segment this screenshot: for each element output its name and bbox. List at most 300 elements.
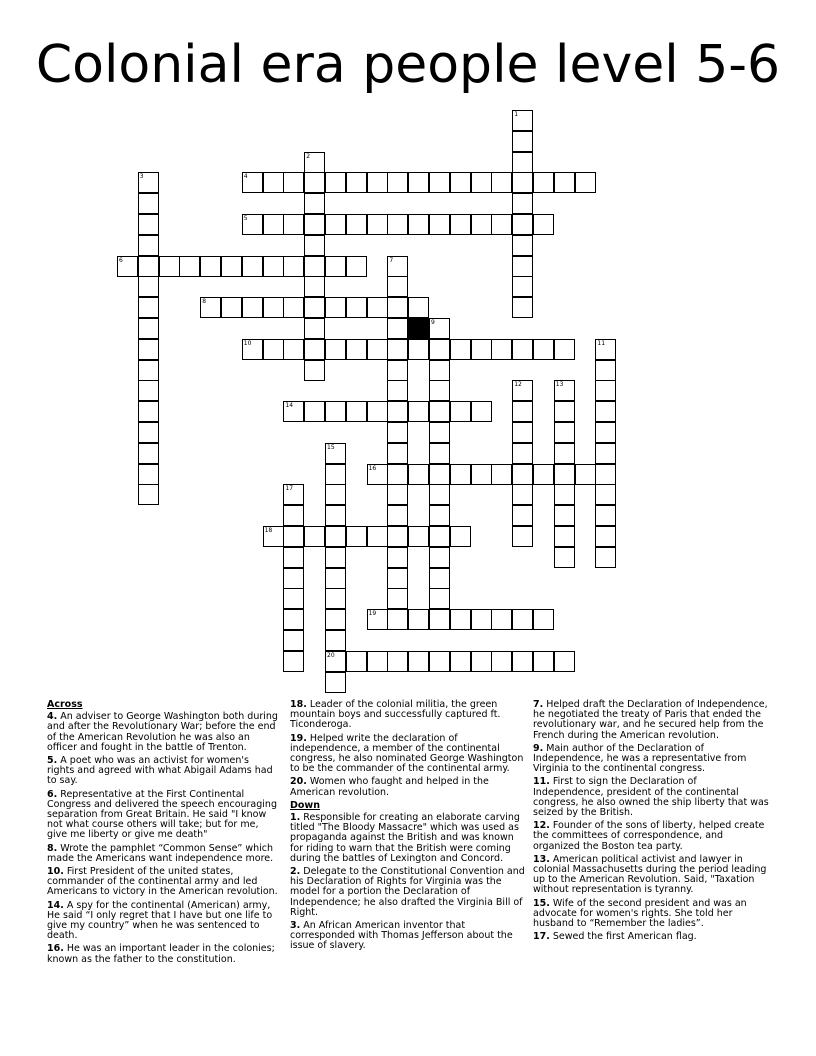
clue-number-label: 11. [533, 776, 550, 788]
clue-text: Wife of the second president and was an advocate for women's rights. She told her husband to “Remember the ladies”. [533, 897, 747, 930]
grid-cell[interactable] [429, 464, 450, 485]
clue [47, 790, 279, 841]
grid-cell[interactable] [595, 464, 616, 485]
grid-cell[interactable] [200, 256, 221, 277]
clue-number: 15 [327, 443, 335, 451]
grid-cell[interactable] [304, 152, 325, 173]
grid-cell[interactable] [491, 172, 512, 193]
grid-cell[interactable] [512, 484, 533, 505]
grid-cell[interactable] [450, 651, 471, 672]
grid-cell[interactable] [554, 484, 575, 505]
clue-number: 20 [327, 651, 335, 659]
grid-cell[interactable] [179, 256, 200, 277]
grid-cell[interactable] [491, 651, 512, 672]
grid-cell[interactable] [595, 339, 616, 360]
grid-cell[interactable] [387, 651, 408, 672]
grid-cell[interactable] [325, 256, 346, 277]
grid-cell[interactable] [512, 443, 533, 464]
clues-column-2 [290, 700, 526, 955]
grid-cell[interactable] [429, 505, 450, 526]
grid-cell[interactable] [346, 256, 367, 277]
grid-cell[interactable] [263, 172, 284, 193]
grid-cell[interactable] [408, 297, 429, 318]
clue-number-label: 20. [290, 776, 307, 788]
grid-cell[interactable] [304, 172, 325, 193]
clue-text: Helped draft the Declaration of Independence, he negotiated the treaty of Paris that ended the revolutionary war, and he secured help from the French during the American revolution. [533, 699, 768, 741]
grid-cell[interactable] [429, 588, 450, 609]
clue-number-label: 4. [47, 711, 58, 723]
clue-number-label: 2. [290, 866, 301, 878]
grid-cell[interactable] [512, 651, 533, 672]
grid-cell[interactable] [512, 609, 533, 630]
grid-cell[interactable] [429, 360, 450, 381]
grid-cell[interactable] [138, 318, 159, 339]
grid-cell[interactable] [367, 172, 388, 193]
clue-text: Representative at the First Continental Congress and delivered the speech encouraging separation from Great Britain. He said "I know not what course others will take; but for me, give me liberty or give me death" [47, 788, 277, 841]
grid-cell[interactable] [387, 214, 408, 235]
grid-cell[interactable] [325, 609, 346, 630]
clue-number: 16 [368, 464, 377, 472]
clue-text: American political activist and lawyer in colonial Massachusetts during the period leading up to the American Revolution. Said, "Taxation without representation is tyranny. [533, 853, 767, 896]
grid-cell[interactable] [283, 526, 304, 547]
grid-cell[interactable] [429, 339, 450, 360]
grid-cell[interactable] [595, 443, 616, 464]
grid-cell[interactable] [242, 256, 263, 277]
grid-cell[interactable] [346, 651, 367, 672]
grid-cell[interactable] [554, 172, 575, 193]
grid-cell[interactable] [325, 464, 346, 485]
grid-cell[interactable] [595, 422, 616, 443]
grid-cell[interactable] [512, 214, 533, 235]
grid-cell[interactable] [387, 422, 408, 443]
clue-number: 8 [202, 298, 207, 306]
clue-number-label: 17. [533, 931, 550, 943]
grid-cell[interactable] [408, 609, 429, 630]
grid-cell[interactable] [575, 172, 596, 193]
clue-text: Sewed the first American flag. [552, 931, 697, 943]
grid-cell[interactable] [304, 276, 325, 297]
grid-cell[interactable] [221, 297, 242, 318]
grid-cell[interactable] [533, 172, 554, 193]
grid-cell[interactable] [367, 464, 388, 485]
clue-text: Women who faught and helped in the American revolution. [290, 776, 489, 798]
clue [533, 855, 769, 896]
grid-cell[interactable] [429, 547, 450, 568]
grid-cell[interactable] [325, 630, 346, 651]
clue [290, 700, 526, 731]
clue-number-label: 18. [290, 699, 307, 710]
grid-cell[interactable] [138, 214, 159, 235]
grid-cell[interactable] [429, 318, 450, 339]
grid-cell[interactable] [387, 339, 408, 360]
down-clue-list [290, 813, 526, 952]
grid-cell[interactable] [512, 464, 533, 485]
grid-cell[interactable] [491, 214, 512, 235]
grid-cell[interactable] [408, 651, 429, 672]
clue-text: A spy for the continental (American) army, He said “I only regret that I have but one life to give my country” when he was sentenced to death. [47, 899, 273, 942]
grid-cell[interactable] [283, 630, 304, 651]
grid-cell[interactable] [283, 505, 304, 526]
grid-cell[interactable] [554, 443, 575, 464]
grid-cell[interactable] [138, 276, 159, 297]
clue [533, 700, 769, 741]
clue-number: 14 [285, 402, 294, 410]
grid-cell[interactable] [283, 588, 304, 609]
grid-cell[interactable] [325, 484, 346, 505]
clue-number: 9 [431, 319, 435, 326]
grid-cell[interactable] [491, 464, 512, 485]
grid-cell[interactable] [325, 651, 346, 672]
grid-cell[interactable] [450, 172, 471, 193]
clue-text: Wrote the pamphlet “Common Sense” which made the Americans want independence more. [47, 842, 274, 864]
grid-cell[interactable] [325, 672, 346, 693]
clue [47, 756, 279, 787]
grid-cell[interactable] [263, 297, 284, 318]
grid-cell[interactable] [512, 152, 533, 173]
grid-cell[interactable] [263, 256, 284, 277]
grid-cell[interactable] [138, 235, 159, 256]
clue-number-label: 8. [47, 842, 58, 854]
clue-number-label: 3. [290, 920, 301, 932]
grid-cell[interactable] [138, 193, 159, 214]
grid-cell[interactable] [512, 422, 533, 443]
grid-cell[interactable] [200, 297, 221, 318]
grid-cell[interactable] [283, 297, 304, 318]
clue [290, 867, 526, 918]
grid-cell[interactable] [429, 172, 450, 193]
grid-cell[interactable] [387, 588, 408, 609]
grid-cell[interactable] [512, 193, 533, 214]
grid-cell[interactable] [346, 526, 367, 547]
grid-cell[interactable] [387, 380, 408, 401]
grid-cell[interactable] [512, 110, 533, 131]
grid-cell[interactable] [325, 568, 346, 589]
grid-cell[interactable] [512, 297, 533, 318]
clue [47, 867, 279, 898]
clue [47, 844, 279, 864]
grid-cell[interactable] [387, 526, 408, 547]
grid-cell[interactable] [346, 214, 367, 235]
grid-cell[interactable] [367, 526, 388, 547]
grid-cell[interactable] [429, 526, 450, 547]
grid-cell[interactable] [367, 297, 388, 318]
grid-cell[interactable] [283, 256, 304, 277]
clue-number: 18 [264, 527, 273, 534]
clue-text: He was an important leader in the colonies; known as the father to the constitution. [47, 943, 275, 965]
clue-number-label: 16. [47, 943, 64, 955]
grid-cell[interactable] [408, 401, 429, 422]
grid-cell[interactable] [554, 547, 575, 568]
clue-number: 19 [368, 610, 377, 618]
grid-cell[interactable] [554, 380, 575, 401]
grid-cell[interactable] [554, 464, 575, 485]
grid-cell[interactable] [387, 609, 408, 630]
grid-cell[interactable] [159, 256, 180, 277]
down-clue-list-continued [533, 700, 769, 942]
grid-cell[interactable] [512, 131, 533, 152]
grid-cell[interactable] [450, 526, 471, 547]
grid-cell[interactable] [346, 172, 367, 193]
grid-cell[interactable] [346, 297, 367, 318]
grid-cell[interactable] [429, 651, 450, 672]
grid-cell[interactable] [387, 401, 408, 422]
clue-number: 12 [514, 381, 522, 389]
grid-cell[interactable] [429, 568, 450, 589]
grid-cell[interactable] [138, 443, 159, 464]
across-clue-list [47, 712, 279, 965]
grid-cell[interactable] [325, 588, 346, 609]
grid-cell[interactable] [387, 256, 408, 277]
clue-number: 2 [306, 152, 311, 160]
grid-cell[interactable] [533, 339, 554, 360]
grid-cell[interactable] [554, 401, 575, 422]
grid-cell[interactable] [242, 214, 263, 235]
down-header: Down [290, 799, 320, 811]
grid-cell[interactable] [242, 297, 263, 318]
grid-cell[interactable] [283, 609, 304, 630]
grid-cell[interactable] [471, 651, 492, 672]
grid-cell[interactable] [138, 297, 159, 318]
grid-cell[interactable] [283, 651, 304, 672]
grid-cell[interactable] [595, 360, 616, 381]
clue-number: 5 [243, 215, 248, 222]
clue-number-label: 13. [533, 853, 550, 865]
grid-cell[interactable] [512, 526, 533, 547]
grid-cell[interactable] [304, 526, 325, 547]
clue-number: 7 [389, 256, 394, 264]
grid-cell[interactable] [325, 526, 346, 547]
grid-cell[interactable] [595, 401, 616, 422]
grid-cell[interactable] [387, 484, 408, 505]
grid-cell[interactable] [263, 214, 284, 235]
grid-cell[interactable] [429, 609, 450, 630]
grid-cell[interactable] [512, 235, 533, 256]
grid-cell[interactable] [283, 484, 304, 505]
grid-cell[interactable] [367, 339, 388, 360]
grid-cell[interactable] [367, 401, 388, 422]
grid-cell[interactable] [138, 484, 159, 505]
clue-text: First President of the united states, commander of the continental army and led Americans to victory in the American revolution. [47, 866, 278, 898]
grid-cell[interactable] [408, 339, 429, 360]
grid-cell[interactable] [325, 401, 346, 422]
grid-cell[interactable] [595, 547, 616, 568]
grid-cell[interactable] [471, 172, 492, 193]
grid-cell[interactable] [387, 360, 408, 381]
grid-cell[interactable] [325, 214, 346, 235]
grid-cell[interactable] [595, 505, 616, 526]
grid-cell[interactable] [512, 339, 533, 360]
clue-text: First to sign the Declaration of Independence, president of the continental congress, he also owned the ship liberty that was seized by the British. [533, 776, 769, 819]
grid-cell[interactable] [387, 547, 408, 568]
grid-cell[interactable] [450, 464, 471, 485]
clue-number-label: 15. [533, 897, 550, 909]
grid-cell[interactable] [387, 172, 408, 193]
grid-cell[interactable] [304, 214, 325, 235]
grid-cell[interactable] [554, 526, 575, 547]
clue-number-label: 1. [290, 812, 301, 824]
clue-number: 3 [139, 173, 144, 181]
grid-cell[interactable] [117, 256, 138, 277]
grid-cell[interactable] [138, 360, 159, 381]
grid-cell[interactable] [512, 172, 533, 193]
grid-cell[interactable] [408, 172, 429, 193]
clue-number-label: 19. [290, 732, 307, 744]
grid-cell[interactable] [450, 339, 471, 360]
grid-cell[interactable] [304, 339, 325, 360]
grid-cell[interactable] [387, 443, 408, 464]
grid-cell[interactable] [387, 505, 408, 526]
grid-cell[interactable] [325, 172, 346, 193]
clue [533, 777, 769, 818]
grid-cell[interactable] [595, 380, 616, 401]
grid-cell[interactable] [283, 214, 304, 235]
clue-number-label: 5. [47, 755, 58, 767]
grid-cell[interactable] [304, 193, 325, 214]
grid-cell[interactable] [138, 172, 159, 193]
grid-cell[interactable] [471, 214, 492, 235]
grid-cell[interactable] [554, 505, 575, 526]
clue [533, 899, 769, 930]
grid-cell[interactable] [450, 214, 471, 235]
clue [47, 944, 279, 964]
clue-text: Helped write the declaration of independence, a member of the continental congress, he also nominated George Washington to be the commander of the continental army. [290, 732, 524, 775]
clue-text: An adviser to George Washington both during and after the Revolutionary War; before the end of the American Revolution he was also an officer and fought in the battle of Trenton. [47, 711, 278, 753]
grid-cell[interactable] [554, 651, 575, 672]
grid-cell[interactable] [491, 609, 512, 630]
clue-text: Responsible for creating an elaborate carving titled "The Bloody Massacre" which was used as propaganda against the British and was known for riding to warn that the British were coming during the battles of Lexington and Concord. [290, 812, 520, 864]
grid-cell[interactable] [429, 214, 450, 235]
grid-cell[interactable] [263, 339, 284, 360]
grid-cell[interactable] [450, 401, 471, 422]
clue-text: An African American inventor that corresponded with Thomas Jefferson about the issue of slavery. [290, 920, 513, 952]
clue [290, 921, 526, 952]
clues-column-1 [47, 700, 279, 968]
grid-cell[interactable] [429, 443, 450, 464]
clue-number: 11 [597, 339, 606, 347]
clue [533, 744, 769, 775]
grid-cell[interactable] [283, 547, 304, 568]
grid-cell[interactable] [471, 464, 492, 485]
grid-cell[interactable] [242, 172, 263, 193]
grid-cell[interactable] [387, 276, 408, 297]
grid-cell[interactable] [491, 339, 512, 360]
clue-number-label: 9. [533, 742, 544, 754]
grid-cell[interactable] [325, 339, 346, 360]
clue-number-label: 7. [533, 699, 544, 710]
grid-cell[interactable] [367, 214, 388, 235]
grid-cell[interactable] [595, 526, 616, 547]
grid-cell[interactable] [387, 318, 408, 339]
clue-number: 13 [555, 381, 564, 389]
grid-cell[interactable] [304, 297, 325, 318]
clue-number-label: 14. [47, 899, 64, 911]
grid-cell[interactable] [595, 484, 616, 505]
grid-cell[interactable] [138, 464, 159, 485]
grid-cell[interactable] [283, 568, 304, 589]
grid-cell[interactable] [325, 443, 346, 464]
grid-cell[interactable] [533, 464, 554, 485]
grid-cell[interactable] [512, 256, 533, 277]
clue [533, 821, 769, 852]
grid-cell[interactable] [138, 256, 159, 277]
grid-cell[interactable] [471, 609, 492, 630]
grid-cell[interactable] [138, 339, 159, 360]
clue [290, 777, 526, 797]
clue [47, 712, 279, 753]
grid-cell[interactable] [512, 401, 533, 422]
clue-number: 17 [285, 485, 294, 493]
grid-cell[interactable] [325, 297, 346, 318]
grid-cell[interactable] [471, 339, 492, 360]
grid-cell[interactable] [429, 401, 450, 422]
clue-number: 1 [514, 111, 519, 118]
grid-cell[interactable] [304, 360, 325, 381]
grid-cell[interactable] [408, 464, 429, 485]
clue-number-label: 12. [533, 820, 550, 832]
grid-cell[interactable] [138, 380, 159, 401]
grid-cell[interactable] [471, 401, 492, 422]
grid-cell[interactable] [367, 651, 388, 672]
grid-cell[interactable] [512, 276, 533, 297]
clue-text: A poet who was an activist for women's rights and agreed with what Abigail Adams had to say. [47, 755, 273, 787]
grid-cell[interactable] [408, 214, 429, 235]
grid-cell[interactable] [533, 214, 554, 235]
grid-cell[interactable] [283, 172, 304, 193]
grid-cell[interactable] [554, 422, 575, 443]
grid-cell[interactable] [512, 380, 533, 401]
grid-cell[interactable] [429, 484, 450, 505]
clue-number-label: 6. [47, 788, 58, 800]
grid-cell[interactable] [533, 651, 554, 672]
grid-cell[interactable] [263, 526, 284, 547]
grid-cell[interactable] [138, 401, 159, 422]
clue-number: 10 [243, 339, 252, 347]
grid-cell[interactable] [367, 609, 388, 630]
grid-cell[interactable] [387, 464, 408, 485]
grid-cell[interactable] [283, 339, 304, 360]
grid-cell[interactable] [304, 235, 325, 256]
grid-cell[interactable] [533, 609, 554, 630]
grid-cell[interactable] [242, 339, 263, 360]
clue-number: 6 [119, 256, 123, 264]
grid-cell[interactable] [429, 422, 450, 443]
grid-cell[interactable] [346, 401, 367, 422]
grid-cell[interactable] [304, 256, 325, 277]
clues-column-3 [533, 700, 769, 945]
grid-cell[interactable] [387, 568, 408, 589]
grid-cell[interactable] [346, 339, 367, 360]
grid-cell[interactable] [221, 256, 242, 277]
grid-cell[interactable] [138, 422, 159, 443]
grid-cell[interactable] [450, 609, 471, 630]
grid-cell[interactable] [325, 547, 346, 568]
grid-cell[interactable] [554, 339, 575, 360]
grid-cell[interactable] [304, 318, 325, 339]
grid-cell[interactable] [408, 526, 429, 547]
grid-cell[interactable] [304, 401, 325, 422]
grid-cell[interactable] [575, 464, 596, 485]
page-title: Colonial era people level 5-6 [35, 35, 781, 95]
grid-cell[interactable] [283, 401, 304, 422]
clue-text: Delegate to the Constitutional Convention and his Declaration of Rights for Virginia was the model for a portion the Declaration of Independence; he also drafted the Virginia Bill of Right. [290, 866, 525, 918]
clue [290, 813, 526, 864]
grid-cell[interactable] [387, 297, 408, 318]
grid-cell[interactable] [429, 380, 450, 401]
grid-cell[interactable] [325, 505, 346, 526]
grid-cell[interactable] [512, 505, 533, 526]
clue [290, 734, 526, 775]
across-header: Across [47, 699, 83, 710]
